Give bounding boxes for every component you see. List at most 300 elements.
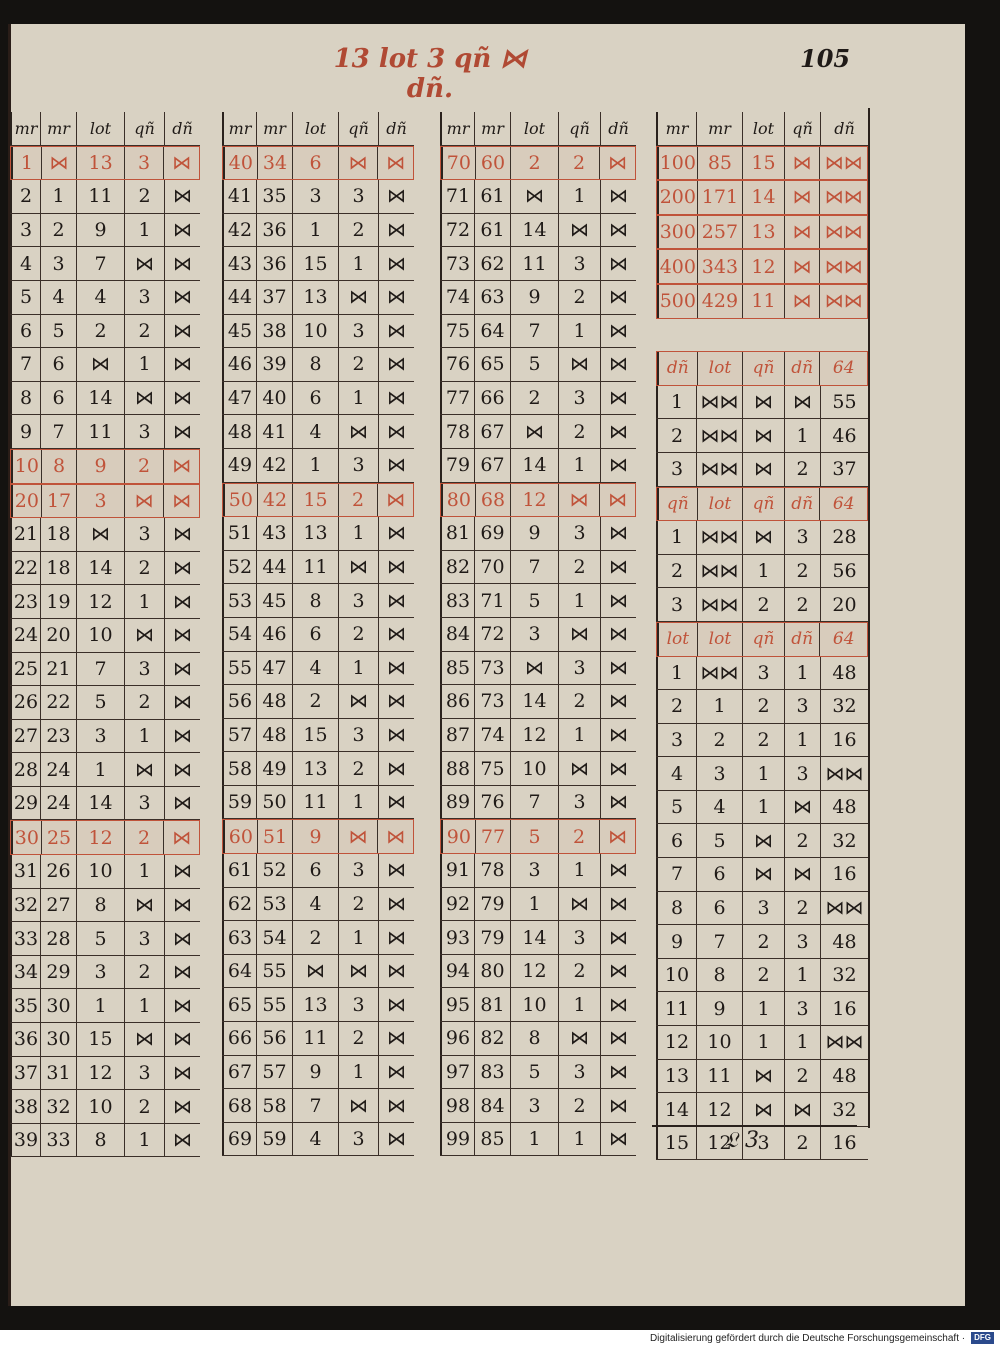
table-cell: lot bbox=[76, 112, 124, 145]
table-cell: 3 bbox=[784, 992, 820, 1025]
table-cell: 33 bbox=[10, 922, 40, 955]
table-cell: ⋈ bbox=[41, 147, 77, 180]
table-cell: 13 bbox=[292, 988, 338, 1021]
table-cell: 3 bbox=[510, 1089, 558, 1122]
table-cell: 12 bbox=[742, 250, 784, 283]
table-row bbox=[656, 1093, 868, 1127]
table-cell: 29 bbox=[40, 956, 76, 989]
table-cell: ⋈ bbox=[338, 955, 378, 988]
table-row bbox=[222, 988, 414, 1022]
table-cell: 2 bbox=[338, 752, 378, 785]
table-cell: 14 bbox=[510, 921, 558, 954]
table-cell: ⋈ bbox=[164, 956, 200, 989]
table-cell: 59 bbox=[256, 1123, 292, 1156]
table-cell: 2 bbox=[558, 1089, 600, 1122]
table-cell: qñ bbox=[338, 112, 378, 145]
table-cell: mr bbox=[696, 112, 742, 145]
right-frame-line bbox=[868, 108, 870, 1128]
table-cell: 1 bbox=[76, 989, 124, 1022]
table-cell: 3 bbox=[338, 719, 378, 752]
table-cell: ⋈ bbox=[338, 685, 378, 718]
table-cell: 95 bbox=[440, 988, 474, 1021]
table-cell: ⋈ bbox=[600, 854, 636, 887]
table-cell: 1 bbox=[742, 757, 784, 790]
table-cell: 27 bbox=[10, 720, 40, 753]
table-row bbox=[222, 819, 414, 854]
table-cell: 42 bbox=[257, 484, 293, 517]
table-cell: 36 bbox=[256, 247, 292, 280]
table-cell: 76 bbox=[440, 348, 474, 381]
table-cell: 49 bbox=[222, 449, 256, 482]
folio-number: 105 bbox=[800, 44, 851, 73]
table-cell: 3 bbox=[124, 1057, 164, 1090]
table-cell: ⋈ bbox=[600, 180, 636, 213]
table-cell: 70 bbox=[441, 147, 475, 180]
table-row bbox=[10, 753, 200, 787]
table-cell: 90 bbox=[441, 820, 475, 853]
table-row bbox=[10, 889, 200, 923]
table-row bbox=[656, 351, 868, 386]
table-cell: ⋈ bbox=[164, 214, 200, 247]
table-cell: 3 bbox=[338, 315, 378, 348]
table-cell: 89 bbox=[440, 786, 474, 819]
table-cell: 25 bbox=[41, 821, 77, 854]
table-cell: ⋈ bbox=[164, 787, 200, 820]
table-cell: 72 bbox=[474, 618, 510, 651]
table-cell: 79 bbox=[474, 921, 510, 954]
table-cell: 33 bbox=[40, 1124, 76, 1157]
table-cell: 9 bbox=[696, 992, 742, 1025]
table-row bbox=[440, 247, 636, 281]
table-row bbox=[656, 215, 868, 250]
table-cell: ⋈ bbox=[378, 247, 414, 280]
table-row bbox=[222, 449, 414, 483]
table-cell: ⋈ bbox=[742, 858, 784, 891]
table-row bbox=[222, 382, 414, 416]
table-row bbox=[222, 146, 414, 181]
table-cell: 52 bbox=[222, 551, 256, 584]
table-cell: ⋈ bbox=[378, 685, 414, 718]
table-cell: ⋈ bbox=[338, 415, 378, 448]
table-cell: ⋈ bbox=[378, 382, 414, 415]
table-column-2 bbox=[222, 112, 414, 1156]
table-row bbox=[10, 348, 200, 382]
table-cell: ⋈ bbox=[164, 281, 200, 314]
table-row bbox=[222, 1056, 414, 1090]
table-row bbox=[440, 685, 636, 719]
table-cell: 93 bbox=[440, 921, 474, 954]
table-cell: mr bbox=[10, 112, 40, 145]
table-cell: 1 bbox=[124, 348, 164, 381]
table-cell: 37 bbox=[10, 1057, 40, 1090]
table-cell: 94 bbox=[440, 955, 474, 988]
table-cell: 46 bbox=[820, 419, 868, 452]
table-cell: dñ bbox=[600, 112, 636, 145]
table-cell: 24 bbox=[10, 619, 40, 652]
table-row bbox=[222, 921, 414, 955]
table-cell: ⋈ bbox=[600, 921, 636, 954]
table-cell: 8 bbox=[41, 450, 77, 483]
table-header-row bbox=[222, 112, 414, 146]
table-cell: 9 bbox=[656, 925, 696, 958]
table-cell: ⋈ bbox=[378, 921, 414, 954]
table-cell: 43 bbox=[222, 247, 256, 280]
table-cell: 30 bbox=[40, 1023, 76, 1056]
table-cell: ⋈ bbox=[599, 484, 635, 517]
table-row bbox=[222, 618, 414, 652]
table-cell: ⋈ bbox=[164, 552, 200, 585]
table-cell: ⋈ bbox=[164, 415, 200, 448]
table-cell: ⋈ bbox=[124, 382, 164, 415]
table-cell: 3 bbox=[338, 584, 378, 617]
table-row bbox=[440, 483, 636, 518]
table-cell: ⋈ bbox=[600, 955, 636, 988]
table-cell: 7 bbox=[292, 1089, 338, 1122]
table-cell: 57 bbox=[256, 1056, 292, 1089]
table-cell: 2 bbox=[124, 315, 164, 348]
table-cell: 8 bbox=[10, 382, 40, 415]
table-cell: lot bbox=[510, 112, 558, 145]
table-cell: 77 bbox=[475, 820, 511, 853]
table-cell: 48 bbox=[820, 1060, 868, 1093]
table-cell: ⋈ bbox=[742, 453, 784, 486]
table-cell: 1 bbox=[742, 555, 784, 588]
table-cell: ⋈ bbox=[784, 1093, 820, 1126]
table-cell: 34 bbox=[10, 956, 40, 989]
table-cell: 9 bbox=[76, 450, 123, 483]
table-cell: 96 bbox=[440, 1022, 474, 1055]
table-row bbox=[440, 854, 636, 888]
table-cell: 1 bbox=[292, 449, 338, 482]
table-cell: 343 bbox=[697, 250, 743, 283]
table-cell: 4 bbox=[292, 415, 338, 448]
table-cell: 69 bbox=[222, 1123, 256, 1156]
table-cell: 3 bbox=[338, 854, 378, 887]
table-row bbox=[10, 922, 200, 956]
table-cell: 12 bbox=[510, 484, 557, 517]
table-row bbox=[10, 214, 200, 248]
table-cell: ⋈ bbox=[378, 415, 414, 448]
table-cell: 2 bbox=[784, 588, 820, 621]
table-cell: 14 bbox=[656, 1093, 696, 1126]
table-cell: 4 bbox=[292, 1123, 338, 1156]
table-cell: 39 bbox=[10, 1124, 40, 1157]
table-cell: 42 bbox=[222, 214, 256, 247]
table-cell: dñ bbox=[164, 112, 200, 145]
table-cell: 2 bbox=[784, 824, 820, 857]
table-cell: ⋈ bbox=[124, 889, 164, 922]
table-cell: 16 bbox=[820, 1127, 868, 1160]
table-cell: 37 bbox=[820, 453, 868, 486]
table-cell: 11 bbox=[742, 285, 784, 318]
table-cell: 65 bbox=[222, 988, 256, 1021]
table-cell: 35 bbox=[256, 180, 292, 213]
table-cell: ⋈ bbox=[378, 348, 414, 381]
table-cell: 11 bbox=[76, 180, 124, 213]
table-cell: 18 bbox=[40, 552, 76, 585]
table-cell: 2 bbox=[784, 453, 820, 486]
table-column-4 bbox=[656, 112, 868, 1160]
table-cell: 74 bbox=[474, 719, 510, 752]
table-row bbox=[656, 146, 868, 181]
table-row bbox=[656, 249, 868, 284]
table-cell: 6 bbox=[696, 858, 742, 891]
table-cell: 1 bbox=[11, 147, 41, 180]
table-cell: 2 bbox=[10, 180, 40, 213]
table-cell: ⋈ bbox=[378, 854, 414, 887]
table-cell: 45 bbox=[222, 315, 256, 348]
table-cell: 15 bbox=[742, 147, 784, 180]
table-cell: 1 bbox=[558, 180, 600, 213]
table-cell: ⋈ bbox=[164, 382, 200, 415]
table-cell: 15 bbox=[292, 719, 338, 752]
table-row bbox=[440, 1022, 636, 1056]
table-cell: 20 bbox=[40, 619, 76, 652]
table-cell: 1 bbox=[784, 1026, 820, 1059]
table-cell: 1 bbox=[338, 382, 378, 415]
table-row bbox=[656, 1060, 868, 1094]
table-cell: 1 bbox=[124, 855, 164, 888]
table-cell: 3 bbox=[338, 449, 378, 482]
table-cell: ⋈ bbox=[558, 348, 600, 381]
table-row bbox=[222, 315, 414, 349]
table-row bbox=[656, 791, 868, 825]
table-cell: 4 bbox=[696, 791, 742, 824]
table-cell: ⋈ bbox=[784, 181, 820, 214]
table-cell: ⋈ bbox=[600, 1022, 636, 1055]
table-cell: dñ bbox=[784, 488, 820, 521]
table-row bbox=[10, 484, 200, 519]
table-cell: 1 bbox=[76, 753, 124, 786]
table-cell: 3 bbox=[76, 485, 123, 518]
table-row bbox=[440, 719, 636, 753]
table-cell: 82 bbox=[474, 1022, 510, 1055]
table-cell: 1 bbox=[696, 690, 742, 723]
table-cell: 64 bbox=[819, 623, 867, 656]
table-cell: 2 bbox=[124, 821, 164, 854]
table-row bbox=[10, 281, 200, 315]
table-cell: 2 bbox=[124, 956, 164, 989]
table-cell: 1 bbox=[124, 989, 164, 1022]
table-cell: 44 bbox=[256, 551, 292, 584]
table-column-3 bbox=[440, 112, 636, 1156]
table-cell: 11 bbox=[76, 415, 124, 448]
table-cell: 30 bbox=[11, 821, 41, 854]
table-cell: ⋈ bbox=[600, 752, 636, 785]
table-row bbox=[10, 686, 200, 720]
table-row bbox=[10, 146, 200, 181]
table-cell: 80 bbox=[474, 955, 510, 988]
table-cell: ⋈ bbox=[164, 585, 200, 618]
table-cell: dñ bbox=[657, 352, 697, 385]
table-cell: 38 bbox=[10, 1090, 40, 1123]
table-cell: 46 bbox=[256, 618, 292, 651]
table-cell: ⋈ bbox=[784, 250, 820, 283]
table-cell: 2 bbox=[784, 555, 820, 588]
table-cell: 15 bbox=[656, 1127, 696, 1160]
table-cell: 4 bbox=[10, 247, 40, 280]
table-cell: ⋈ bbox=[338, 820, 378, 853]
table-cell: 66 bbox=[222, 1022, 256, 1055]
table-cell: 5 bbox=[510, 1056, 558, 1089]
table-cell: mr bbox=[40, 112, 76, 145]
table-row bbox=[10, 1057, 200, 1091]
table-cell: ⋈ bbox=[164, 518, 200, 551]
table-row bbox=[440, 281, 636, 315]
table-cell: 83 bbox=[440, 584, 474, 617]
table-cell: 71 bbox=[474, 584, 510, 617]
table-cell: 10 bbox=[510, 988, 558, 1021]
table-row bbox=[440, 819, 636, 854]
table-cell: 67 bbox=[474, 449, 510, 482]
table-header-row bbox=[440, 112, 636, 146]
table-cell: 2 bbox=[558, 551, 600, 584]
table-cell: 27 bbox=[40, 889, 76, 922]
table-cell: 3 bbox=[558, 786, 600, 819]
table-row bbox=[10, 787, 200, 821]
table-cell: ⋈ bbox=[600, 685, 636, 718]
table-cell: ⋈ bbox=[164, 753, 200, 786]
table-cell: 1 bbox=[338, 1056, 378, 1089]
table-cell: 7 bbox=[76, 247, 124, 280]
table-cell: 23 bbox=[10, 585, 40, 618]
table-cell: 6 bbox=[292, 382, 338, 415]
table-cell: 7 bbox=[510, 786, 558, 819]
table-cell: 7 bbox=[40, 415, 76, 448]
table-cell: 6 bbox=[10, 315, 40, 348]
table-cell: ⋈ bbox=[600, 348, 636, 381]
table-row bbox=[222, 719, 414, 753]
table-cell: 2 bbox=[338, 484, 378, 517]
table-cell: ⋈ bbox=[163, 485, 199, 518]
table-cell: ⋈ bbox=[600, 315, 636, 348]
table-row bbox=[10, 518, 200, 552]
table-cell: 16 bbox=[820, 858, 868, 891]
table-cell: 70 bbox=[474, 551, 510, 584]
table-row bbox=[440, 1056, 636, 1090]
table-cell: 85 bbox=[440, 652, 474, 685]
table-cell: ⋈ bbox=[124, 247, 164, 280]
table-cell: ⋈ bbox=[600, 214, 636, 247]
table-cell: 64 bbox=[819, 352, 867, 385]
table-cell: 36 bbox=[10, 1023, 40, 1056]
table-cell: 23 bbox=[40, 720, 76, 753]
table-cell: 13 bbox=[292, 281, 338, 314]
table-cell: 4 bbox=[292, 888, 338, 921]
table-cell: 7 bbox=[510, 551, 558, 584]
table-cell: 12 bbox=[510, 955, 558, 988]
table-cell: 3 bbox=[510, 618, 558, 651]
table-cell: 4 bbox=[656, 757, 696, 790]
table-cell: 40 bbox=[256, 382, 292, 415]
table-cell: 5 bbox=[76, 686, 124, 719]
table-cell: 92 bbox=[440, 888, 474, 921]
table-cell: 3 bbox=[784, 757, 820, 790]
table-cell: 7 bbox=[696, 925, 742, 958]
table-cell: 2 bbox=[338, 348, 378, 381]
table-cell: 11 bbox=[696, 1060, 742, 1093]
table-cell: 1 bbox=[124, 1124, 164, 1157]
table-cell: 19 bbox=[40, 585, 76, 618]
table-cell: qñ bbox=[124, 112, 164, 145]
table-header-row bbox=[10, 112, 200, 146]
table-cell: 68 bbox=[475, 484, 511, 517]
table-cell: ⋈⋈ bbox=[819, 147, 867, 180]
table-cell: ⋈ bbox=[124, 619, 164, 652]
table-cell: 16 bbox=[820, 992, 868, 1025]
table-cell: ⋈⋈ bbox=[696, 521, 742, 554]
table-cell: 65 bbox=[474, 348, 510, 381]
table-cell: 1 bbox=[656, 657, 696, 690]
table-cell: ⋈ bbox=[600, 382, 636, 415]
table-cell: 1 bbox=[40, 180, 76, 213]
table-cell: 3 bbox=[338, 988, 378, 1021]
table-cell: lot bbox=[697, 352, 743, 385]
table-row bbox=[222, 888, 414, 922]
table-cell: 4 bbox=[76, 281, 124, 314]
table-cell: 75 bbox=[474, 752, 510, 785]
table-cell: 6 bbox=[292, 618, 338, 651]
table-cell: 5 bbox=[696, 824, 742, 857]
table-cell: 1 bbox=[510, 888, 558, 921]
table-cell: ⋈ bbox=[600, 618, 636, 651]
table-cell: mr bbox=[256, 112, 292, 145]
table-cell: mr bbox=[222, 112, 256, 145]
table-cell: 8 bbox=[76, 1124, 124, 1157]
table-cell: ⋈ bbox=[338, 147, 378, 180]
table-cell: 3 bbox=[656, 453, 696, 486]
table-cell: 2 bbox=[338, 618, 378, 651]
table-cell: 7 bbox=[510, 315, 558, 348]
table-cell: 3 bbox=[558, 652, 600, 685]
table-cell: 15 bbox=[292, 484, 338, 517]
table-cell: ⋈⋈ bbox=[819, 181, 867, 214]
table-cell: lot bbox=[697, 623, 743, 656]
table-cell: 2 bbox=[784, 1127, 820, 1160]
table-cell: 3 bbox=[742, 657, 784, 690]
running-head: 13 lot 3 qñ ⋈ dñ. bbox=[333, 44, 527, 104]
table-cell: 2 bbox=[124, 180, 164, 213]
table-cell: 5 bbox=[40, 315, 76, 348]
table-row bbox=[440, 786, 636, 820]
table-cell: 1 bbox=[558, 1123, 600, 1156]
table-cell: 74 bbox=[440, 281, 474, 314]
table-cell: ⋈ bbox=[378, 786, 414, 819]
table-cell: 11 bbox=[292, 551, 338, 584]
table-row bbox=[222, 483, 414, 518]
table-cell: 2 bbox=[742, 724, 784, 757]
credit-text: Digitalisierung gefördert durch die Deutsche Forschungsgemeinschaft · bbox=[649, 1333, 966, 1344]
table-cell: 14 bbox=[76, 787, 124, 820]
table-cell: ⋈ bbox=[510, 652, 558, 685]
table-cell: 200 bbox=[657, 181, 697, 214]
table-row bbox=[222, 180, 414, 214]
table-cell: 2 bbox=[656, 555, 696, 588]
table-cell: ⋈ bbox=[742, 419, 784, 452]
table-cell: 8 bbox=[292, 584, 338, 617]
table-row bbox=[10, 180, 200, 214]
table-row bbox=[656, 1026, 868, 1060]
table-cell: 85 bbox=[474, 1123, 510, 1156]
table-row bbox=[222, 1089, 414, 1123]
table-cell: 1 bbox=[656, 521, 696, 554]
table-row bbox=[10, 585, 200, 619]
table-cell: 91 bbox=[440, 854, 474, 887]
table-cell: 78 bbox=[440, 415, 474, 448]
table-cell: ⋈ bbox=[378, 584, 414, 617]
table-cell: 79 bbox=[440, 449, 474, 482]
table-cell: ⋈ bbox=[600, 786, 636, 819]
